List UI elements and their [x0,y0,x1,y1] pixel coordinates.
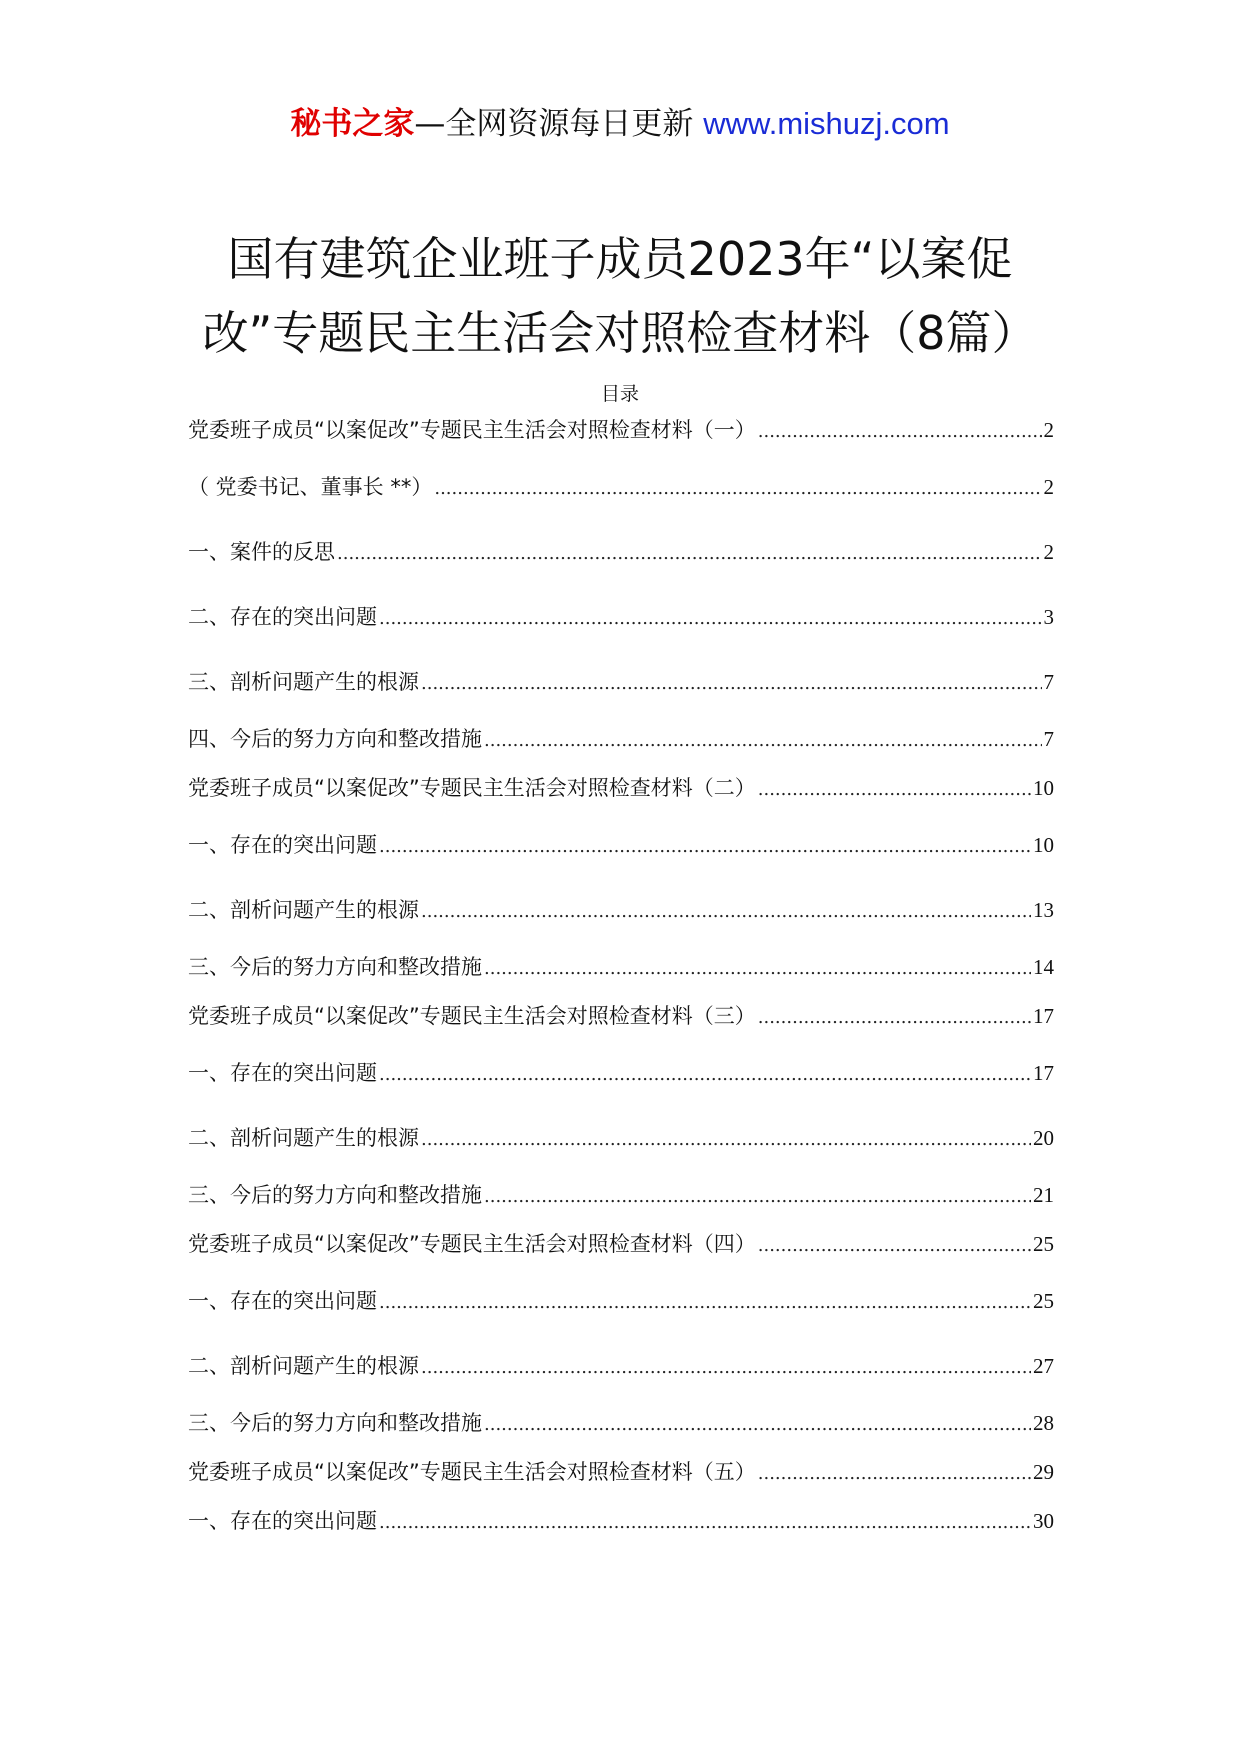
toc-dot-leader [421,1107,1031,1171]
toc-entry-page-number: 28 [1033,1411,1054,1435]
toc-entry-page-number: 20 [1033,1126,1054,1150]
toc-entry-page-number: 29 [1033,1460,1054,1484]
toc-entry-label: 三、剖析问题产生的根源 [188,670,419,694]
banner-site-link[interactable]: www.mishuzj.com [703,106,950,141]
toc-entry[interactable] [188,1497,1054,1546]
toc-dot-leader [379,814,1031,878]
toc-entry[interactable] [188,1448,1054,1497]
toc-entry-page-number: 14 [1033,955,1054,979]
toc-dot-leader [758,765,1031,813]
banner-slogan: —全网资源每日更新 [414,106,704,142]
document-title-line-2: 改”专题民主生活会对照检查材料（8篇） [202,306,1038,360]
toc-entry-label: 一、存在的突出问题 [188,1509,377,1533]
toc-dot-leader [421,879,1031,943]
toc-entry[interactable] [188,878,1054,943]
toc-entry[interactable] [188,1041,1054,1106]
toc-entry-page-number: 27 [1033,1354,1054,1378]
toc-entry-page-number: 10 [1033,833,1054,857]
toc-heading: 目录 [600,383,639,405]
toc-entry-label: 党委班子成员“以案促改”专题民主生活会对照检查材料（二） [188,776,756,800]
toc-entry-label: 三、今后的努力方向和整改措施 [188,1183,482,1207]
toc-entry[interactable] [188,650,1054,715]
toc-dot-leader [758,1221,1031,1269]
toc-dot-leader [758,407,1042,455]
toc-entry[interactable] [188,813,1054,878]
toc-entry[interactable] [188,406,1054,455]
toc-dot-leader [434,456,1041,520]
document-title [130,222,1110,370]
document-title-line-1: 国有建筑企业班子成员2023年“以案促 [227,232,1013,286]
site-banner [0,102,1240,146]
toc-entry-label: 二、存在的突出问题 [188,605,377,629]
table-of-contents [188,406,1054,1546]
toc-entry[interactable] [188,520,1054,585]
toc-entry-page-number: 17 [1033,1061,1054,1085]
toc-entry[interactable] [188,1399,1054,1448]
toc-entry[interactable] [188,943,1054,992]
toc-dot-leader [484,1400,1031,1448]
toc-entry-page-number: 25 [1033,1289,1054,1313]
toc-entry-page-number: 2 [1043,540,1054,564]
toc-dot-leader [337,521,1042,585]
toc-dot-leader [758,993,1031,1041]
toc-entry-page-number: 21 [1033,1183,1054,1207]
toc-entry-page-number: 2 [1043,475,1054,499]
toc-entry-page-number: 7 [1043,727,1054,751]
toc-entry[interactable] [188,1269,1054,1334]
toc-entry-label: 二、剖析问题产生的根源 [188,898,419,922]
toc-dot-leader [421,651,1042,715]
toc-entry-label: 三、今后的努力方向和整改措施 [188,955,482,979]
toc-entry-page-number: 3 [1043,605,1054,629]
toc-entry[interactable] [188,992,1054,1041]
toc-entry-page-number: 7 [1043,670,1054,694]
toc-dot-leader [379,1270,1031,1334]
toc-entry-label: 党委班子成员“以案促改”专题民主生活会对照检查材料（五） [188,1460,756,1484]
toc-entry[interactable] [188,455,1054,520]
toc-entry-label: 一、存在的突出问题 [188,1289,377,1313]
toc-entry[interactable] [188,1106,1054,1171]
toc-entry-label: 四、今后的努力方向和整改措施 [188,727,482,751]
toc-dot-leader [484,1172,1031,1220]
toc-entry-label: 党委班子成员“以案促改”专题民主生活会对照检查材料（三） [188,1004,756,1028]
toc-entry-page-number: 25 [1033,1232,1054,1256]
toc-entry-label: 二、剖析问题产生的根源 [188,1126,419,1150]
toc-entry-page-number: 13 [1033,898,1054,922]
toc-dot-leader [379,586,1042,650]
toc-entry[interactable] [188,764,1054,813]
toc-entry-page-number: 17 [1033,1004,1054,1028]
toc-entry-label: 二、剖析问题产生的根源 [188,1354,419,1378]
toc-dot-leader [484,716,1042,764]
toc-entry-label: 党委班子成员“以案促改”专题民主生活会对照检查材料（四） [188,1232,756,1256]
toc-entry-label: 一、案件的反思 [188,540,335,564]
toc-dot-leader [421,1335,1031,1399]
toc-entry-page-number: 2 [1043,418,1054,442]
toc-dot-leader [484,944,1031,992]
toc-entry-page-number: 30 [1033,1509,1054,1533]
banner-brand: 秘书之家 [290,106,415,142]
toc-entry-label: （ 党委书记、董事长 **） [188,475,433,499]
toc-entry-label: 三、今后的努力方向和整改措施 [188,1411,482,1435]
toc-dot-leader [758,1449,1031,1497]
toc-entry-label: 一、存在的突出问题 [188,1061,377,1085]
toc-entry[interactable] [188,1171,1054,1220]
toc-entry[interactable] [188,1334,1054,1399]
toc-dot-leader [379,1042,1031,1106]
toc-dot-leader [379,1498,1031,1546]
toc-entry-label: 党委班子成员“以案促改”专题民主生活会对照检查材料（一） [188,418,756,442]
toc-entry-page-number: 10 [1033,776,1054,800]
toc-entry[interactable] [188,1220,1054,1269]
toc-entry[interactable] [188,715,1054,764]
toc-entry[interactable] [188,585,1054,650]
toc-entry-label: 一、存在的突出问题 [188,833,377,857]
